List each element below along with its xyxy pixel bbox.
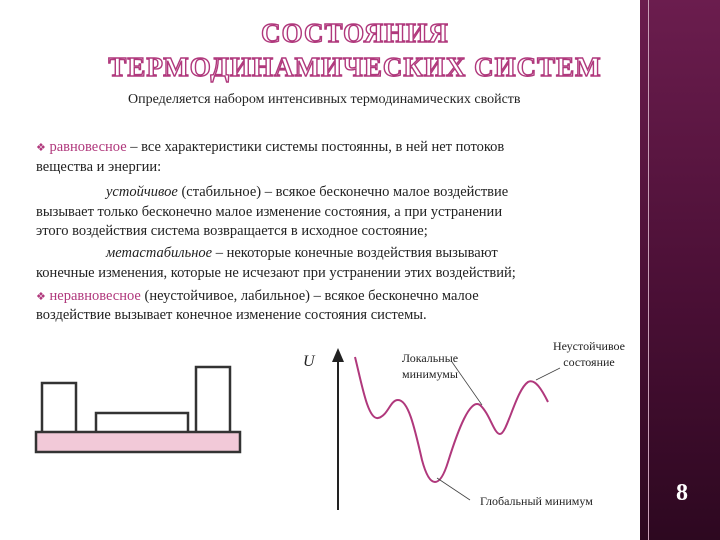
equilibrium-text2: вещества и энергии:: [36, 159, 162, 175]
block-lying: [96, 413, 188, 433]
slide-subtitle: Определяется набором интенсивных термодинамических свойств: [128, 92, 521, 107]
unstable-state-label: Неустойчивое состояние: [552, 339, 626, 369]
metastable-text1: – некоторые конечные воздействия вызывают: [212, 245, 498, 261]
global-minimum-label: Глобальный минимум: [480, 494, 593, 508]
slide-title-line2: ТЕРМОДИНАМИЧЕСКИХ СИСТЕМ: [108, 52, 602, 82]
page-number: 8: [676, 480, 688, 506]
block-upright-tall: [196, 367, 230, 433]
term-metastable: метастабильное: [106, 245, 213, 261]
stable-text3: этого воздействия система возвращается в исходное состояние;: [36, 223, 428, 239]
slide-title-line1: СОСТОЯНИЯ: [261, 18, 449, 48]
diamond-bullet-icon: ❖: [36, 291, 46, 303]
stable-text1: (стабильное) – всякое бесконечно малое воздействие: [177, 184, 509, 200]
term-nonequilibrium: неравновесное: [49, 288, 141, 304]
diamond-bullet-icon: ❖: [36, 142, 46, 154]
stable-text2: вызывает только бесконечно малое изменение состояния, а при устранении: [36, 204, 503, 220]
nonequilibrium-text1: (неустойчивое, лабильное) – всякое бесконечно малое: [140, 288, 479, 304]
axis-label-u: U: [303, 353, 315, 370]
axis-arrow-icon: [332, 348, 344, 362]
item-stable-line1: [106, 182, 508, 202]
metastable-text2: конечные изменения, которые не исчезают при устранении этих воздействий;: [36, 265, 516, 281]
block-upright-small: [42, 383, 76, 433]
term-equilibrium: равновесное: [49, 139, 127, 155]
local-minima-label: Локальные минимумы: [401, 351, 459, 381]
global-minimum-pointer: [437, 478, 470, 500]
item-nonequilibrium-line1: [36, 286, 479, 307]
term-stable: устойчивое: [106, 184, 178, 200]
item-metastable-line1: [106, 243, 498, 263]
nonequilibrium-text2: воздействие вызывает конечное изменение состояния системы.: [36, 307, 427, 323]
equilibrium-text1: – все характеристики системы постоянны, в ней нет потоков: [126, 139, 505, 155]
base-platform: [36, 432, 240, 452]
item-equilibrium-line1: [36, 137, 504, 158]
